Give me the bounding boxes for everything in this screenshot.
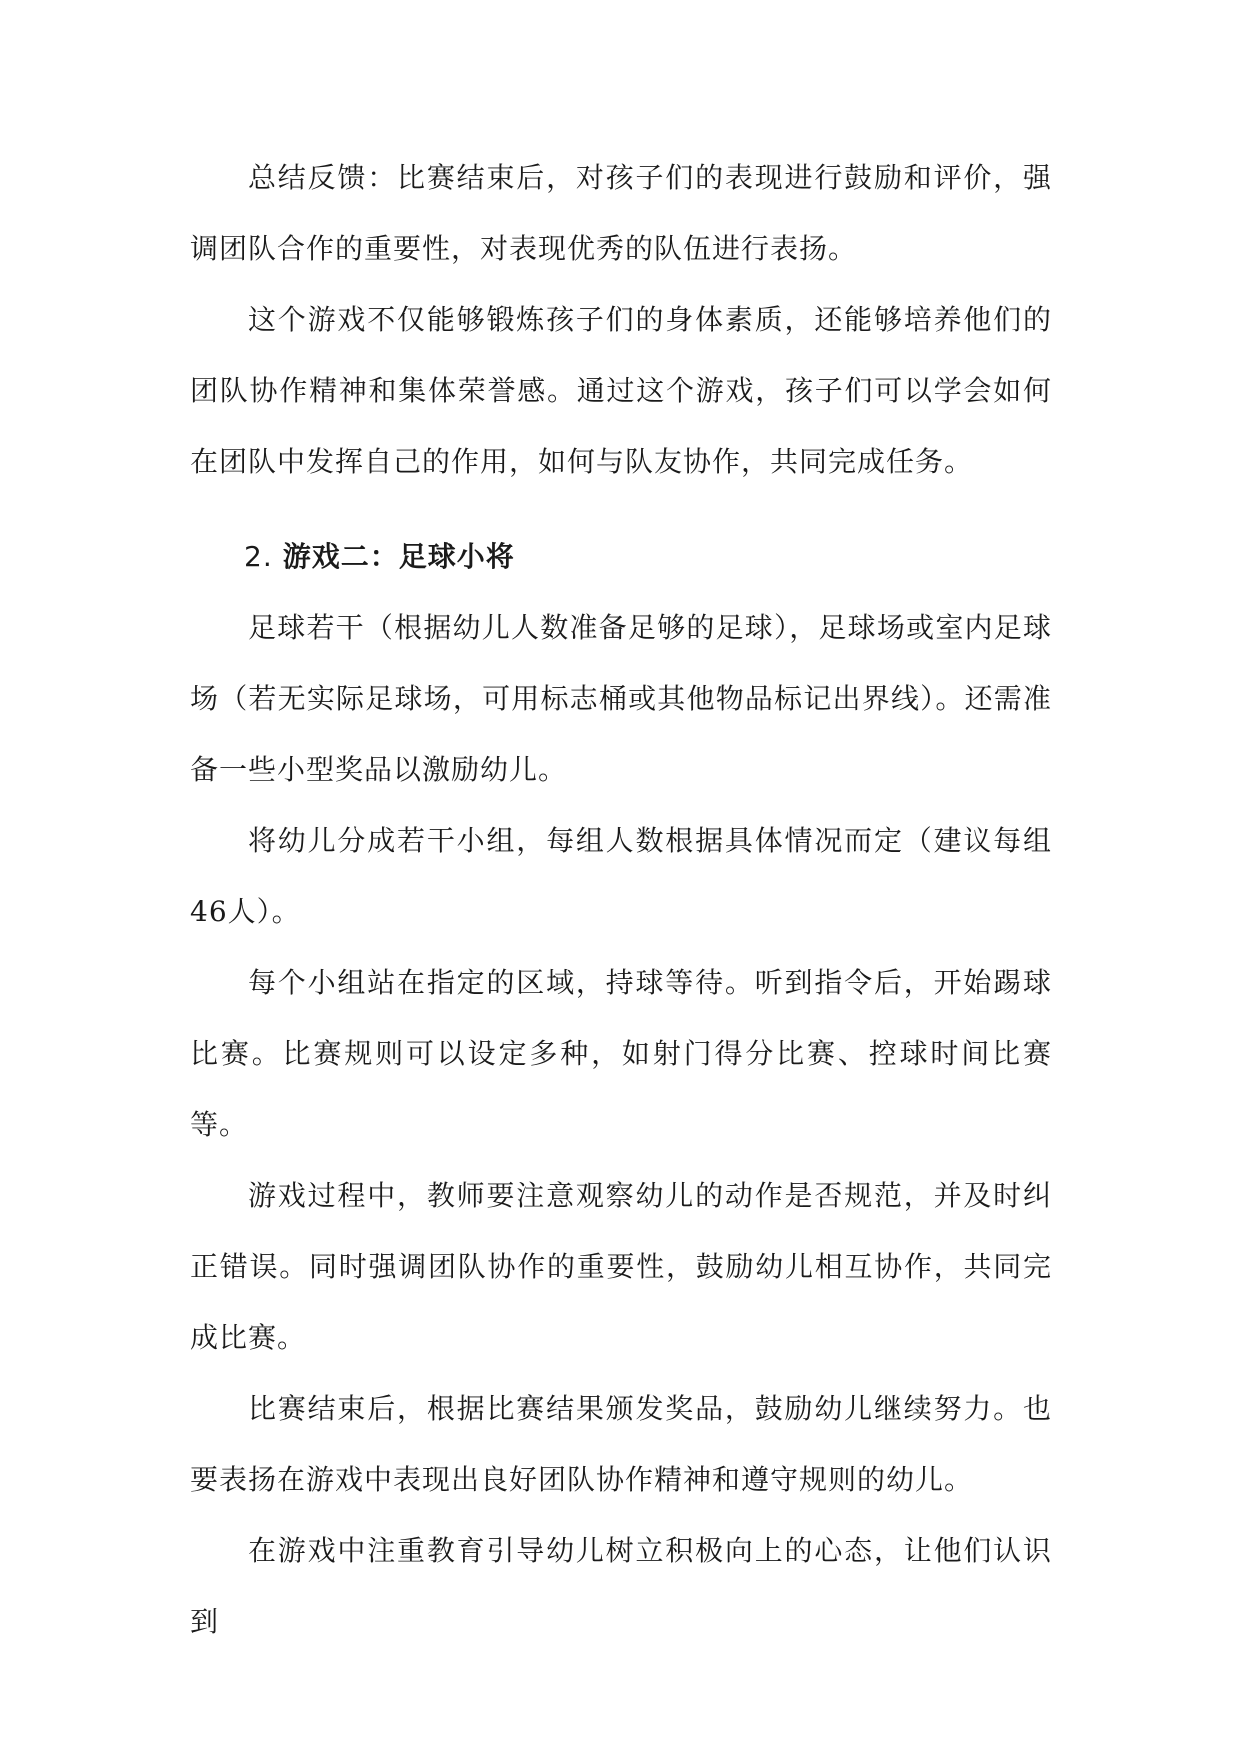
section-number: 2. xyxy=(244,540,273,573)
paragraph-grouping: 将幼儿分成若干小组，每组人数根据具体情况而定（建议每组 46人）。 xyxy=(190,824,1052,928)
document-body xyxy=(190,142,1052,1657)
paragraph-materials: 足球若干（根据幼儿人数准备足够的足球），足球场或室内足球场（若无实际足球场，可用标志桶或其他物品标记出界线）。还需准备一些小型奖品以激励幼儿。 xyxy=(190,611,1052,786)
paragraph-game-benefits: 这个游戏不仅能够锻炼孩子们的身体素质，还能够培养他们的团队协作精神和集体荣誉感。通过这个游戏，孩子们可以学会如何在团队中发挥自己的作用，如何与队友协作，共同完成任务。 xyxy=(190,303,1052,478)
paragraph-awards: 比赛结束后，根据比赛结果颁发奖品，鼓励幼儿继续努力。也要表扬在游戏中表现出良好团队协作精神和遵守规则的幼儿。 xyxy=(190,1392,1052,1496)
section-heading xyxy=(190,521,1052,592)
section-title: 游戏二：足球小将 xyxy=(282,540,515,573)
paragraph-education: 在游戏中注重教育引导幼儿树立积极向上的心态，让他们认识到 xyxy=(190,1534,1052,1638)
paragraph-game-start: 每个小组站在指定的区域，持球等待。听到指令后，开始踢球比赛。比赛规则可以设定多种，如射门得分比赛、控球时间比赛等。 xyxy=(190,966,1052,1141)
paragraph-teacher-guidance: 游戏过程中，教师要注意观察幼儿的动作是否规范，并及时纠正错误。同时强调团队协作的重要性，鼓励幼儿相互协作，共同完成比赛。 xyxy=(190,1179,1052,1354)
paragraph-summary-feedback: 总结反馈：比赛结束后，对孩子们的表现进行鼓励和评价，强调团队合作的重要性，对表现优秀的队伍进行表扬。 xyxy=(190,161,1052,265)
